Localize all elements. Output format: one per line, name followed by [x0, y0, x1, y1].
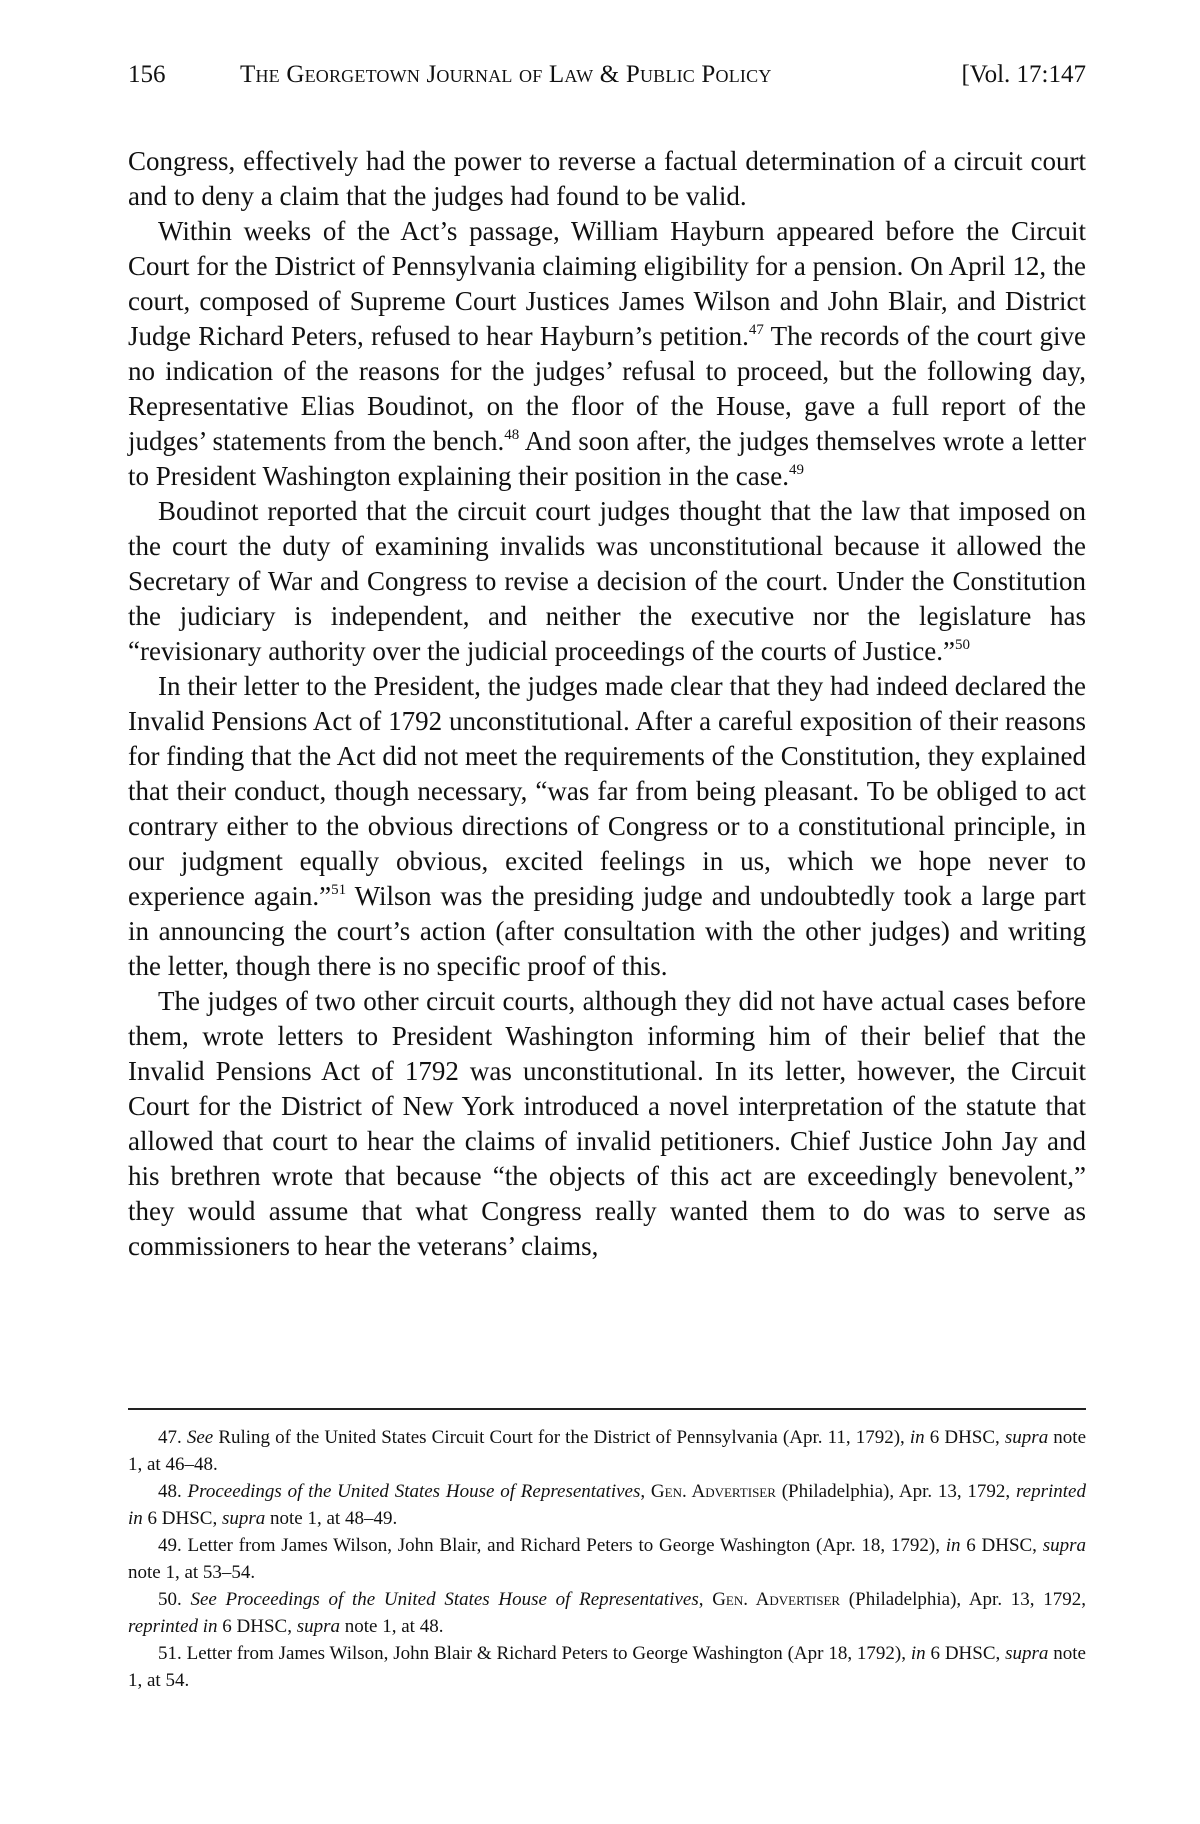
footnote-47: 47. See Ruling of the United States Circuit Court for the District of Pennsylvania (Apr. 11, 1792), in 6 DHSC, supra note 1, at 46–48.	[128, 1427, 1087, 1475]
paragraph-other-courts: The judges of two other circuit courts, although they did not have actual cases before them, wrote letters to President Washington informing him of their belief that the Invalid Pensions Act of 1792 was unconstitutional. In its letter, however, the Circuit Court for the District of New York introduced a novel interpretation of the statute that allowed that court to hear the claims of invalid petitioners. Chief Justice John Jay and his brethren wrote that because “the objects of this act are exceedingly benevolent,” they would assume that what Congress really wanted them to do was to serve as commissioners to hear the veterans’ claims,	[128, 986, 1086, 1261]
running-header	[128, 55, 1086, 95]
footnote-ref-48[interactable]: 48	[504, 427, 520, 443]
footnote-49: 49. Letter from James Wilson, John Blair, and Richard Peters to George Washington (Apr. 18, 1792), in 6 DHSC, supra note 1, at 53–54.	[128, 1535, 1086, 1583]
journal-title: The Georgetown Journal of Law & Public Policy	[240, 61, 772, 88]
page-number: 156	[128, 61, 166, 88]
footnote-ref-50[interactable]: 50	[954, 637, 970, 653]
paragraph-boudinot: Boudinot reported that the circuit court judges thought that the law that imposed on the court the duty of examining invalids was unconstitutional because it allowed the Secretary of War and Congress to revise a decision of the court. Under the Constitution the judiciary is independent, and neither the executive nor the legislature has “revisionary authority over the judicial proceedings of the courts of Justice.”$^{50}$	[128, 496, 1086, 666]
footnote-ref-51[interactable]: 51	[331, 882, 347, 898]
footnote-51: 51. Letter from James Wilson, John Blair & Richard Peters to George Washington (Apr 18, 1792), in 6 DHSC, supra note 1, at 54.	[128, 1643, 1086, 1691]
paragraph-continuation: Congress, effectively had the power to reverse a factual determination of a circuit court and to deny a claim that the judges had found to be valid.	[128, 146, 1086, 211]
footnote-50: 50. See Proceedings of the United States House of Representatives, Gen. Advertiser (Philadelphia), Apr. 13, 1792, reprinted in 6 DHSC, supra note 1, at 48.	[128, 1589, 1086, 1637]
paragraph-letter: In their letter to the President, the judges made clear that they had indeed declared the Invalid Pensions Act of 1792 unconstitutional. After a careful exposition of their reasons for finding that the Act did not meet the requirements of the Constitution, they explained that their conduct, though necessary, “was far from being pleasant. To be obliged to act contrary either to the obvious directions of Congress or to a constitutional principle, in our judgment equally obvious, excited feelings in us, which we hope never to experience again.”$^{51}$ Wilson was the presiding judge and undoubtedly took a large part in announcing the court’s action (after consultation with the other judges) and writing the letter, though there is no specific proof of this.	[128, 671, 1086, 981]
main-text	[128, 144, 1086, 1264]
paragraph-hayburn: Within weeks of the Act’s passage, William Hayburn appeared before the Circuit Court for the District of Pennsylvania claiming eligibility for a pension. On April 12, the court, composed of Supreme Court Justices James Wilson and John Blair, and District Judge Richard Peters, refused to hear Hayburn’s petition.$^{47}$ The records of the court give no indication of the reasons for the judges’ refusal to proceed, but the following day, Representative Elias Boudinot, on the floor of the House, gave a full report of the judges’ statements from the bench.$^{48}$ And soon after, the judges themselves wrote a letter to President Washington explaining their position in the case.$^{49}$	[128, 216, 1086, 491]
footnote-ref-49[interactable]: 49	[788, 462, 804, 478]
volume-citation: [Vol. 17:147	[961, 61, 1086, 88]
footnotes	[128, 1424, 1086, 1694]
footnote-divider	[128, 1408, 1086, 1410]
footnote-ref-47[interactable]: 47	[748, 322, 764, 338]
footnote-48: 48. Proceedings of the United States House of Representatives, Gen. Advertiser (Philadelphia), Apr. 13, 1792, reprinted in 6 DHSC, supra note 1, at 48–49.	[128, 1481, 1086, 1529]
